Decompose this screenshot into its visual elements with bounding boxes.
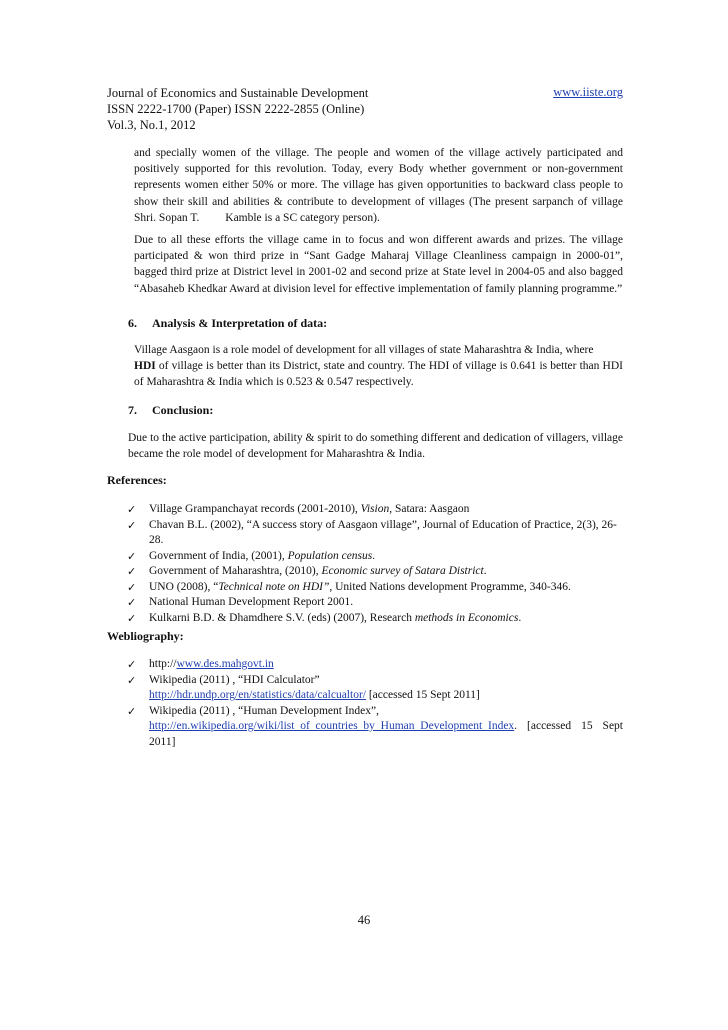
section-6-title: Analysis & Interpretation of data: (152, 316, 328, 330)
reference-item (127, 595, 623, 611)
reference-text: Government of India, (2001), (149, 549, 288, 562)
journal-title: Journal of Economics and Sustainable Development (107, 86, 369, 100)
hdi-term: HDI (134, 360, 156, 373)
web-reference-item (127, 673, 623, 704)
reference-text: , United Nations development Programme, 340-346. (329, 580, 571, 593)
web-reference-title: Wikipedia (2011) , “Human Development Index”, (149, 704, 379, 717)
reference-text: UNO (2008), “ (149, 580, 219, 593)
reference-italic: Vision (360, 503, 390, 515)
reference-text: Chavan B.L. (2002), “A success story of Aasgaon village”, Journal of Education of Practice, 2(3), 26-28. (149, 518, 617, 546)
paragraph-women-participation: and specially women of the village. The people and women of the village actively participated and positively supported for this revolution. Today, every Body whether government or non-government represents women either 50% or more. The village has given opportunities to backward class people to show their skill and abilities & contribute to development of villages (The present sarpanch of village Shri. Sopan T. Kamble is a SC category person). (134, 147, 623, 224)
reference-text: Village Grampanchayat records (2001-2010), (149, 503, 361, 515)
journal-website-link[interactable]: www.iiste.org (553, 85, 623, 99)
wikipedia-hdi-list-link[interactable]: http://en.wikipedia.org/wiki/list_of_countries_by_Human_Development_Index (149, 720, 515, 732)
reference-text: , Satara: Aasgaon (389, 503, 470, 515)
web-reference-accessed: . [accessed 15 Sept 2011] (149, 720, 623, 748)
checkmark-icon: ✓ (127, 673, 137, 687)
section-6-number: 6. (128, 316, 137, 330)
reference-item (127, 611, 623, 627)
checkmark-icon: ✓ (127, 518, 137, 532)
reference-item (127, 518, 623, 549)
des-mahgovt-link[interactable]: www.des.mahgovt.in (176, 658, 274, 670)
checkmark-icon: ✓ (127, 580, 137, 594)
section-7-title: Conclusion: (152, 403, 214, 417)
web-reference-item (127, 704, 623, 751)
checkmark-icon: ✓ (127, 503, 137, 516)
section-7-heading (128, 403, 213, 418)
reference-text: . (372, 549, 376, 562)
section-6-text-after: of village is better than its District, state and country. The HDI of village is 0.641 is better than HDI of Maharashtra & India which is 0.523 & 0.547 respectively. (134, 360, 623, 389)
reference-italic: Population census (287, 549, 373, 562)
reference-italic: methods in Economics (414, 611, 519, 624)
issn-line: ISSN 2222-1700 (Paper) ISSN 2222-2855 (Online) (107, 102, 365, 116)
web-reference-item (127, 657, 623, 673)
checkmark-icon: ✓ (127, 565, 137, 578)
reference-text: . (518, 611, 522, 624)
section-7-body: Due to the active participation, ability & spirit to do something different and dedication of villagers, village became the role model of development for Maharashtra & India. (128, 432, 623, 461)
web-reference-accessed: [accessed 15 Sept 2011] (365, 689, 480, 701)
webliography-list (127, 657, 623, 750)
checkmark-icon: ✓ (127, 704, 137, 718)
reference-italic: Economic survey of Satara District (321, 565, 484, 577)
section-6-heading (128, 316, 327, 331)
reference-item (127, 564, 623, 580)
section-6-body (134, 342, 623, 391)
section-7-number: 7. (128, 403, 137, 417)
reference-item (127, 502, 623, 518)
paragraph-awards: Due to all these efforts the village came in to focus and won different awards and prizes. The village participated & won third prize in “Sant Gadge Maharaj Village Cleanliness campaign in 2000-01”, bagged third prize at District level in 2001-02 and second prize at State level in 2004-05 and also bagged “Abasaheb Khedkar Award at division level for effective implementation of family planning programme.” (134, 234, 623, 295)
checkmark-icon: ✓ (127, 596, 137, 609)
section-6-text-before: Village Aasgaon is a role model of development for all villages of state Maharashtra & India, where (134, 344, 594, 356)
reference-text: National Human Development Report 2001. (149, 596, 354, 608)
web-reference-prefix: http:// (149, 658, 177, 670)
webliography-heading: Webliography: (107, 629, 184, 643)
checkmark-icon: ✓ (127, 549, 137, 563)
hdr-calculator-link[interactable]: http://hdr.undp.org/en/statistics/data/calcualtor/ (149, 689, 366, 701)
web-reference-title: Wikipedia (2011) , “HDI Calculator” (149, 673, 320, 686)
references-list (127, 502, 623, 626)
reference-item (127, 549, 623, 565)
page-number: 46 (357, 913, 371, 927)
reference-text: . (483, 565, 487, 577)
volume-line: Vol.3, No.1, 2012 (107, 118, 196, 132)
references-heading: References: (107, 473, 167, 487)
reference-italic: Technical note on HDI” (218, 580, 330, 593)
reference-text: Government of Maharashtra, (2010), (149, 565, 322, 577)
checkmark-icon: ✓ (127, 611, 137, 625)
reference-item (127, 580, 623, 596)
reference-text: Kulkarni B.D. & Dhamdhere S.V. (eds) (2007), Research (149, 611, 415, 624)
checkmark-icon: ✓ (127, 658, 137, 671)
